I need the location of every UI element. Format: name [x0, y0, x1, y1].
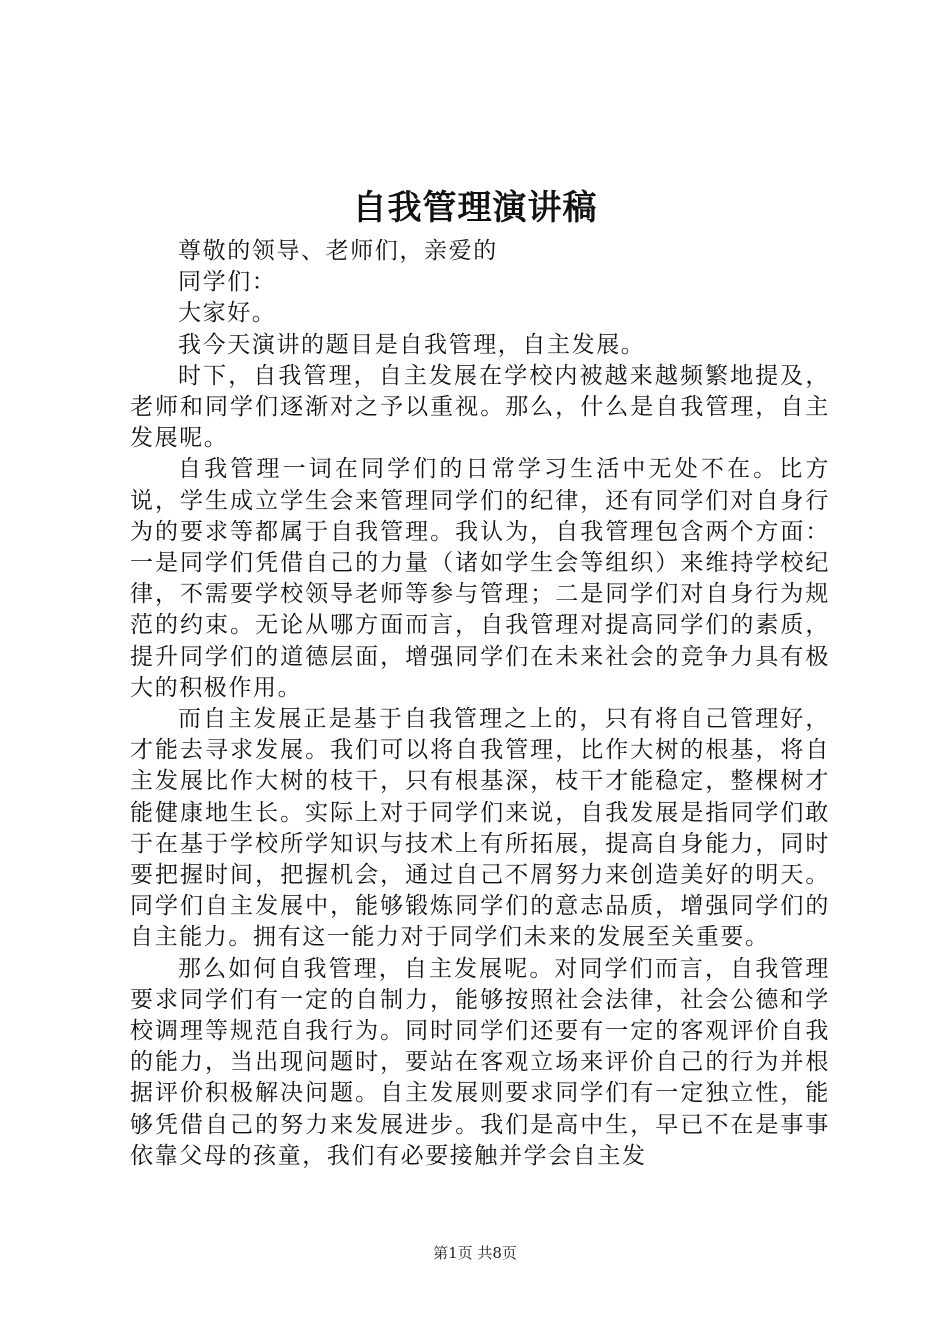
body-paragraph: 那么如何自我管理，自主发展呢。对同学们而言，自我管理要求同学们有一定的自制力，能够按照社会法律，社会公德和学校调理等规范自我行为。同时同学们还要有一定的客观评价自我的能力，当出现问题时，要站在客观立场来评价自己的行为并根据评价积极解决问题。自主发展则要求同学们有一定独立性，能够凭借自己的努力来发展进步。我们是高中生，早已不在是事事依靠父母的孩童，我们有必要接触并学会自主发 [130, 955, 830, 1169]
body-paragraph: 自我管理一词在同学们的日常学习生活中无处不在。比方说，学生成立学生会来管理同学们的纪律，还有同学们对自身行为的要求等都属于自我管理。我认为，自我管理包含两个方面：一是同学们凭借自己的力量（诸如学生会等组织）来维持学校纪律，不需要学校领导老师等参与管理；二是同学们对自身行为规范的约束。无论从哪方面而言，自我管理对提高同学们的素质，提升同学们的道德层面，增强同学们在未来社会的竞争力具有极大的积极作用。 [130, 456, 830, 701]
greeting: 大家好。 [178, 300, 277, 327]
topic-paragraph: 我今天演讲的题目是自我管理，自主发展。 [178, 331, 646, 358]
page-number-footer: 第1页 共8页 [433, 1244, 517, 1262]
salutation-line-2: 同学们： [178, 269, 277, 296]
body-paragraph: 时下，自我管理，自主发展在学校内被越来越频繁地提及，老师和同学们逐渐对之予以重视。那么，什么是自我管理，自主发展呢。 [130, 362, 830, 452]
document-title: 自我管理演讲稿 [352, 188, 598, 228]
body-paragraph: 而自主发展正是基于自我管理之上的，只有将自己管理好，才能去寻求发展。我们可以将自我管理，比作大树的根基，将自主发展比作大树的枝干，只有根基深，枝干才能稳定，整棵树才能健康地生长。实际上对于同学们来说，自我发展是指同学们敢于在基于学校所学知识与技术上有所拓展，提高自身能力，同时要把握时间，把握机会，通过自己不屑努力来创造美好的明天。同学们自主发展中，能够锻炼同学们的意志品质，增强同学们的自主能力。拥有这一能力对于同学们未来的发展至关重要。 [130, 706, 830, 951]
salutation-line-1: 尊敬的领导、老师们，亲爱的 [178, 238, 498, 264]
document-body [130, 236, 830, 1172]
